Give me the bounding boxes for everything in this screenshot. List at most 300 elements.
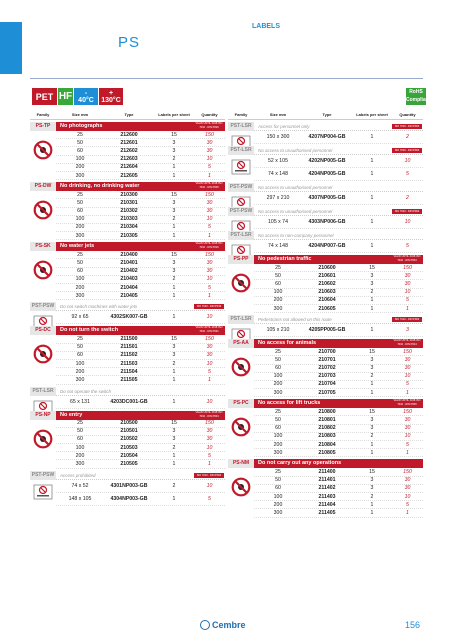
labels-cell: 2 bbox=[172, 482, 176, 489]
type-cell: 211402 bbox=[318, 485, 336, 492]
type-cell: 210300 bbox=[120, 191, 138, 198]
section-note bbox=[254, 146, 423, 155]
type-cell: 4202NP005-GB bbox=[308, 158, 346, 164]
prohibition-sign-icon bbox=[33, 260, 53, 280]
quantity-cell: 30 bbox=[404, 425, 411, 432]
table-row bbox=[254, 425, 423, 433]
size-cell: 300 bbox=[75, 172, 85, 179]
section-body bbox=[254, 339, 423, 397]
labels-cell: 2 bbox=[370, 493, 374, 500]
table-row bbox=[254, 501, 423, 509]
quantity-cell: 30 bbox=[206, 139, 213, 146]
size-cell: 100 bbox=[273, 289, 283, 296]
quantity-cell: 1 bbox=[406, 305, 409, 312]
labels-cell: 1 bbox=[172, 292, 176, 299]
product-section bbox=[228, 315, 423, 337]
quantity-cell: 1 bbox=[208, 292, 211, 299]
labels-cell: 1 bbox=[370, 195, 374, 201]
size-cell: 105 x 74 bbox=[268, 219, 288, 225]
size-cell: 200 bbox=[273, 297, 283, 304]
labels-cell: 1 bbox=[172, 495, 176, 502]
standard-label: VALID UNTIL 2018 ISO 7010 - DIN P014 bbox=[393, 339, 421, 347]
product-section bbox=[30, 326, 225, 384]
standard-label: VALID UNTIL 2018 ISO 7010 - DIN P004 bbox=[393, 255, 421, 262]
table-row bbox=[56, 208, 225, 216]
table-row bbox=[56, 493, 225, 506]
family-code: PS-DC bbox=[30, 326, 56, 335]
type-cell: 210302 bbox=[120, 208, 138, 215]
standard-label: VALID UNTIL 2018 ISO 7010 - DIN P005 bbox=[195, 182, 223, 190]
page-title: PS bbox=[118, 34, 141, 51]
header-size: Size mm bbox=[71, 112, 89, 117]
size-cell: 74 x 52 bbox=[71, 482, 89, 489]
section-title: No water jets bbox=[60, 243, 95, 250]
family-code: PST-PSW bbox=[229, 208, 253, 214]
quantity-cell: 5 bbox=[406, 171, 409, 177]
size-cell: 50 bbox=[77, 260, 83, 267]
type-cell: 210804 bbox=[318, 441, 336, 448]
family-code: PST-LSR bbox=[30, 387, 56, 396]
family-code: PST-LSR bbox=[228, 231, 254, 240]
quantity-cell: 10 bbox=[404, 373, 411, 380]
section-body bbox=[56, 387, 225, 409]
family-code: PS-SK bbox=[30, 242, 56, 251]
quantity-cell: 150 bbox=[205, 191, 214, 198]
standard-label: VALID UNTIL 2018 ISO 7010 - DIN P006 bbox=[393, 399, 421, 407]
hf-badge: HF bbox=[58, 88, 73, 105]
section-body bbox=[56, 242, 225, 300]
family-cell bbox=[228, 315, 254, 337]
quantity-cell: 10 bbox=[404, 158, 411, 164]
family-cell bbox=[228, 399, 254, 457]
note-text: No access to non-company personnel bbox=[258, 233, 334, 238]
quantity-cell: 10 bbox=[206, 360, 213, 367]
header-family: Family bbox=[234, 112, 248, 117]
note-text: Access prohibited bbox=[60, 472, 96, 478]
table-row bbox=[254, 509, 423, 517]
quantity-cell: 5 bbox=[406, 501, 409, 508]
quantity-cell: 30 bbox=[206, 260, 213, 267]
quantity-cell: 150 bbox=[403, 348, 412, 355]
size-cell: 60 bbox=[275, 365, 281, 372]
type-cell: 210802 bbox=[318, 425, 336, 432]
size-cell: 25 bbox=[275, 348, 281, 355]
standard-label: VALID UNTIL 2018 ISO 7010 - DIN P004 bbox=[195, 410, 223, 418]
section-body bbox=[254, 183, 423, 205]
size-cell: 25 bbox=[77, 131, 83, 138]
header-quantity: Quantity bbox=[399, 112, 416, 117]
table-row bbox=[254, 389, 423, 397]
table-row bbox=[56, 420, 225, 428]
size-cell: 50 bbox=[77, 199, 83, 206]
quantity-cell: 3 bbox=[406, 327, 409, 334]
quantity-cell: 150 bbox=[205, 335, 214, 342]
section-title-bar bbox=[56, 182, 225, 191]
section-title: Do not carry out any operations bbox=[258, 460, 342, 467]
table-row bbox=[56, 147, 225, 155]
table-row bbox=[254, 216, 423, 229]
family-cell bbox=[30, 326, 56, 384]
type-cell: 210401 bbox=[120, 260, 138, 267]
labels-cell: 15 bbox=[171, 420, 177, 427]
quantity-cell: 10 bbox=[206, 276, 213, 283]
quantity-cell: 30 bbox=[206, 428, 213, 435]
size-cell: 200 bbox=[75, 224, 85, 231]
section-body bbox=[254, 122, 423, 144]
labels-cell: 3 bbox=[172, 352, 176, 359]
labels-cell: 1 bbox=[370, 158, 374, 164]
type-cell: 4207NP004-GB bbox=[308, 134, 346, 140]
section-note bbox=[254, 315, 423, 324]
size-cell: 100 bbox=[75, 444, 85, 451]
family-cell bbox=[30, 242, 56, 300]
quantity-cell: 30 bbox=[404, 417, 411, 424]
type-cell: 210801 bbox=[318, 417, 336, 424]
section-note bbox=[56, 471, 225, 480]
size-cell: 297 x 210 bbox=[266, 195, 290, 201]
quantity-cell: 30 bbox=[404, 356, 411, 363]
labels-cell: 15 bbox=[171, 335, 177, 342]
section-body bbox=[254, 315, 423, 337]
labels-cell: 1 bbox=[370, 389, 374, 396]
product-section bbox=[30, 471, 225, 506]
labels-cell: 1 bbox=[172, 224, 176, 231]
table-row bbox=[254, 131, 423, 144]
family-cell bbox=[228, 339, 254, 397]
section-title-bar bbox=[254, 399, 423, 408]
quantity-cell: 10 bbox=[206, 314, 213, 321]
table-row bbox=[254, 192, 423, 205]
table-row bbox=[56, 259, 225, 267]
size-cell: 25 bbox=[77, 420, 83, 427]
quantity-cell: 30 bbox=[404, 477, 411, 484]
type-cell: 210405 bbox=[120, 292, 138, 299]
quantity-cell: 10 bbox=[404, 433, 411, 440]
column-header bbox=[30, 110, 225, 120]
header-size: Size mm bbox=[269, 112, 287, 117]
labels-cell: 3 bbox=[172, 428, 176, 435]
prohibition-sign-icon bbox=[231, 357, 251, 377]
product-section bbox=[228, 255, 423, 313]
quantity-cell: 150 bbox=[205, 131, 214, 138]
size-cell: 200 bbox=[273, 441, 283, 448]
quantity-cell: 5 bbox=[208, 368, 211, 375]
quantity-cell: 1 bbox=[406, 389, 409, 396]
section-title-bar bbox=[56, 326, 225, 335]
type-cell: 210404 bbox=[120, 284, 138, 291]
quantity-cell: 30 bbox=[206, 208, 213, 215]
standard-label: ISO 7010 - DIN P016 bbox=[194, 304, 224, 309]
table-row bbox=[56, 284, 225, 292]
family-cell bbox=[228, 231, 254, 253]
labels-cell: 2 bbox=[172, 156, 176, 163]
quantity-cell: 30 bbox=[404, 272, 411, 279]
size-cell: 50 bbox=[77, 139, 83, 146]
size-cell: 100 bbox=[75, 360, 85, 367]
table-row bbox=[254, 348, 423, 356]
table-row bbox=[254, 289, 423, 297]
property-badges bbox=[32, 88, 123, 105]
size-cell: 25 bbox=[275, 468, 281, 475]
quantity-cell: 5 bbox=[208, 284, 211, 291]
table-row bbox=[56, 172, 225, 180]
quantity-cell: 150 bbox=[403, 408, 412, 415]
labels-cell: 1 bbox=[172, 232, 176, 239]
type-cell: 211500 bbox=[120, 335, 138, 342]
table-row bbox=[254, 493, 423, 501]
section-body bbox=[56, 302, 225, 324]
table-row bbox=[56, 131, 225, 139]
standard-label: VALID UNTIL 2018 ISO 7010 - DIN P031 bbox=[195, 326, 223, 334]
labels-cell: 1 bbox=[370, 243, 374, 249]
section-body bbox=[56, 122, 225, 180]
family-cell bbox=[228, 255, 254, 313]
table-row bbox=[56, 199, 225, 207]
type-cell: 210705 bbox=[318, 389, 336, 396]
type-cell: 212605 bbox=[120, 172, 138, 179]
labels-cell: 1 bbox=[370, 449, 374, 456]
type-cell: 4204NP005-GB bbox=[308, 171, 346, 177]
labels-cell: 1 bbox=[172, 452, 176, 459]
table-row bbox=[254, 297, 423, 305]
size-cell: 300 bbox=[273, 305, 283, 312]
table-row bbox=[56, 452, 225, 460]
type-cell: 212600 bbox=[120, 131, 138, 138]
section-title-bar bbox=[254, 459, 423, 468]
labels-cell: 1 bbox=[370, 171, 374, 177]
labels-cell: 1 bbox=[172, 164, 176, 171]
table-row bbox=[56, 368, 225, 376]
product-section bbox=[228, 339, 423, 397]
divider bbox=[30, 78, 423, 79]
prohibition-sign-icon bbox=[231, 477, 251, 497]
type-cell: 210602 bbox=[318, 280, 336, 287]
table-row bbox=[56, 164, 225, 172]
size-cell: 60 bbox=[77, 208, 83, 215]
size-cell: 65 x 131 bbox=[70, 398, 90, 405]
type-cell: 210702 bbox=[318, 365, 336, 372]
labels-cell: 1 bbox=[172, 376, 176, 383]
type-cell: 210503 bbox=[120, 444, 138, 451]
type-cell: 210700 bbox=[318, 348, 336, 355]
header-quantity: Quantity bbox=[201, 112, 218, 117]
labels-cell: 1 bbox=[370, 509, 374, 516]
family-code: PST-PSW bbox=[229, 184, 253, 190]
note-text: No access to unauthorised personnel bbox=[258, 148, 333, 153]
note-text: Do not switch machines with water jets bbox=[60, 304, 138, 310]
type-cell: 4304NP003-GB bbox=[110, 495, 148, 502]
table-row bbox=[56, 292, 225, 300]
labels-cell: 15 bbox=[171, 131, 177, 138]
prohibition-sign-icon bbox=[33, 429, 53, 449]
type-cell: 210803 bbox=[318, 433, 336, 440]
table-row bbox=[56, 232, 225, 240]
brand-logo-icon bbox=[200, 620, 210, 630]
family-cell bbox=[228, 146, 254, 181]
section-title-bar bbox=[56, 411, 225, 420]
family-code: PST-LSR bbox=[228, 315, 254, 324]
table-row bbox=[56, 436, 225, 444]
type-cell: 210703 bbox=[318, 373, 336, 380]
table-row bbox=[254, 264, 423, 272]
size-cell: 150 x 300 bbox=[266, 134, 290, 140]
rohs-badge: RoHS Compliant bbox=[406, 89, 431, 103]
labels-cell: 1 bbox=[370, 501, 374, 508]
type-cell: 212603 bbox=[120, 156, 138, 163]
type-cell: 212602 bbox=[120, 147, 138, 154]
quantity-cell: 30 bbox=[206, 199, 213, 206]
size-cell: 100 bbox=[75, 276, 85, 283]
labels-cell: 3 bbox=[172, 436, 176, 443]
size-cell: 200 bbox=[75, 164, 85, 171]
labels-cell: 1 bbox=[172, 368, 176, 375]
quantity-cell: 150 bbox=[205, 420, 214, 427]
size-cell: 50 bbox=[77, 428, 83, 435]
size-cell: 300 bbox=[273, 509, 283, 516]
quantity-cell: 150 bbox=[403, 468, 412, 475]
type-cell: 211502 bbox=[120, 352, 138, 359]
section-note bbox=[254, 207, 423, 216]
labels-cell: 15 bbox=[369, 408, 375, 415]
type-cell: 210400 bbox=[120, 251, 138, 258]
header-type: Type bbox=[322, 112, 332, 117]
product-section bbox=[228, 122, 423, 144]
quantity-cell: 10 bbox=[206, 156, 213, 163]
labels-cell: 3 bbox=[172, 260, 176, 267]
type-cell: 4204NP007-GB bbox=[308, 243, 346, 249]
size-cell: 60 bbox=[275, 280, 281, 287]
type-cell: 211404 bbox=[318, 501, 336, 508]
section-title-bar bbox=[254, 339, 423, 348]
quantity-cell: 10 bbox=[206, 216, 213, 223]
family-cell bbox=[30, 182, 56, 240]
header-family: Family bbox=[36, 112, 50, 117]
size-cell: 60 bbox=[77, 147, 83, 154]
prohibition-sign-icon bbox=[231, 273, 251, 293]
labels-cell: 1 bbox=[370, 297, 374, 304]
table-row bbox=[254, 441, 423, 449]
size-cell: 60 bbox=[275, 485, 281, 492]
table-row bbox=[56, 276, 225, 284]
type-cell: 210601 bbox=[318, 272, 336, 279]
table-row bbox=[56, 216, 225, 224]
labels-cell: 3 bbox=[370, 417, 374, 424]
quantity-cell: 10 bbox=[404, 493, 411, 500]
family-code: PST-LSR bbox=[228, 122, 254, 131]
size-cell: 25 bbox=[275, 264, 281, 271]
section-title-bar bbox=[56, 242, 225, 251]
size-cell: 25 bbox=[77, 335, 83, 342]
quantity-cell: 1 bbox=[208, 172, 211, 179]
size-cell: 200 bbox=[75, 284, 85, 291]
size-cell: 60 bbox=[77, 352, 83, 359]
labels-cell: 2 bbox=[172, 360, 176, 367]
prohibition-sign-icon bbox=[231, 417, 251, 437]
type-cell: 210505 bbox=[120, 461, 138, 468]
table-row bbox=[254, 365, 423, 373]
labels-cell: 3 bbox=[172, 344, 176, 351]
family-code: PST-LSR bbox=[228, 146, 254, 155]
sign-plate-icon bbox=[231, 157, 251, 177]
quantity-cell: 1 bbox=[208, 461, 211, 468]
product-section bbox=[30, 122, 225, 180]
quantity-cell: 10 bbox=[404, 289, 411, 296]
product-section bbox=[228, 207, 423, 229]
labels-cell: 1 bbox=[370, 134, 374, 140]
table-row bbox=[56, 428, 225, 436]
standard-label: ISO 7010 - DIN P004 bbox=[392, 124, 422, 129]
header-labels: Labels per sheet bbox=[356, 112, 388, 117]
table-row bbox=[254, 168, 423, 181]
section-note bbox=[56, 302, 225, 311]
sign-plate-icon bbox=[33, 482, 53, 502]
section-note bbox=[254, 122, 423, 131]
family-code: PS-NP bbox=[30, 411, 56, 420]
size-cell: 50 bbox=[275, 417, 281, 424]
section-body bbox=[254, 459, 423, 517]
table-row bbox=[56, 376, 225, 384]
size-cell: 74 x 148 bbox=[268, 243, 288, 249]
quantity-cell: 1 bbox=[208, 232, 211, 239]
type-cell: 210303 bbox=[120, 216, 138, 223]
size-cell: 50 bbox=[275, 356, 281, 363]
prohibition-sign-icon bbox=[33, 200, 53, 220]
table-row bbox=[56, 360, 225, 368]
product-section bbox=[228, 146, 423, 181]
type-cell: 210800 bbox=[318, 408, 336, 415]
labels-cell: 15 bbox=[369, 348, 375, 355]
section-body bbox=[254, 207, 423, 229]
section-title-bar bbox=[254, 255, 423, 264]
labels-cell: 3 bbox=[370, 280, 374, 287]
labels-cell: 2 bbox=[172, 216, 176, 223]
quantity-cell: 5 bbox=[406, 243, 409, 249]
table-row bbox=[254, 356, 423, 364]
table-row bbox=[254, 477, 423, 485]
quantity-cell: 5 bbox=[406, 381, 409, 388]
product-section bbox=[30, 242, 225, 300]
product-section bbox=[30, 182, 225, 240]
type-cell: 211403 bbox=[318, 493, 336, 500]
max-temp-value: 130°C bbox=[101, 96, 121, 104]
labels-cell: 3 bbox=[172, 139, 176, 146]
quantity-cell: 2 bbox=[406, 134, 409, 140]
quantity-cell: 1 bbox=[208, 376, 211, 383]
column-header bbox=[228, 110, 423, 120]
quantity-cell: 5 bbox=[208, 452, 211, 459]
header-type: Type bbox=[124, 112, 134, 117]
note-text: Do not operate the switch bbox=[60, 388, 112, 394]
min-temp-sign: - bbox=[84, 89, 88, 97]
labels-cell: 3 bbox=[370, 425, 374, 432]
family-code: PS-DW bbox=[30, 182, 56, 191]
max-temp-sign: + bbox=[108, 89, 114, 97]
product-section bbox=[30, 302, 225, 324]
labels-cell: 3 bbox=[172, 147, 176, 154]
size-cell: 300 bbox=[273, 389, 283, 396]
size-cell: 300 bbox=[75, 376, 85, 383]
size-cell: 100 bbox=[273, 433, 283, 440]
table-row bbox=[254, 468, 423, 476]
type-cell: 211504 bbox=[120, 368, 138, 375]
category-label: LABELS bbox=[252, 23, 280, 30]
type-cell: 210304 bbox=[120, 224, 138, 231]
min-temp-badge bbox=[74, 88, 98, 105]
size-cell: 50 bbox=[275, 272, 281, 279]
family-cell bbox=[228, 459, 254, 517]
labels-cell: 1 bbox=[370, 219, 374, 225]
type-cell: 4302SK007-GB bbox=[110, 314, 148, 321]
